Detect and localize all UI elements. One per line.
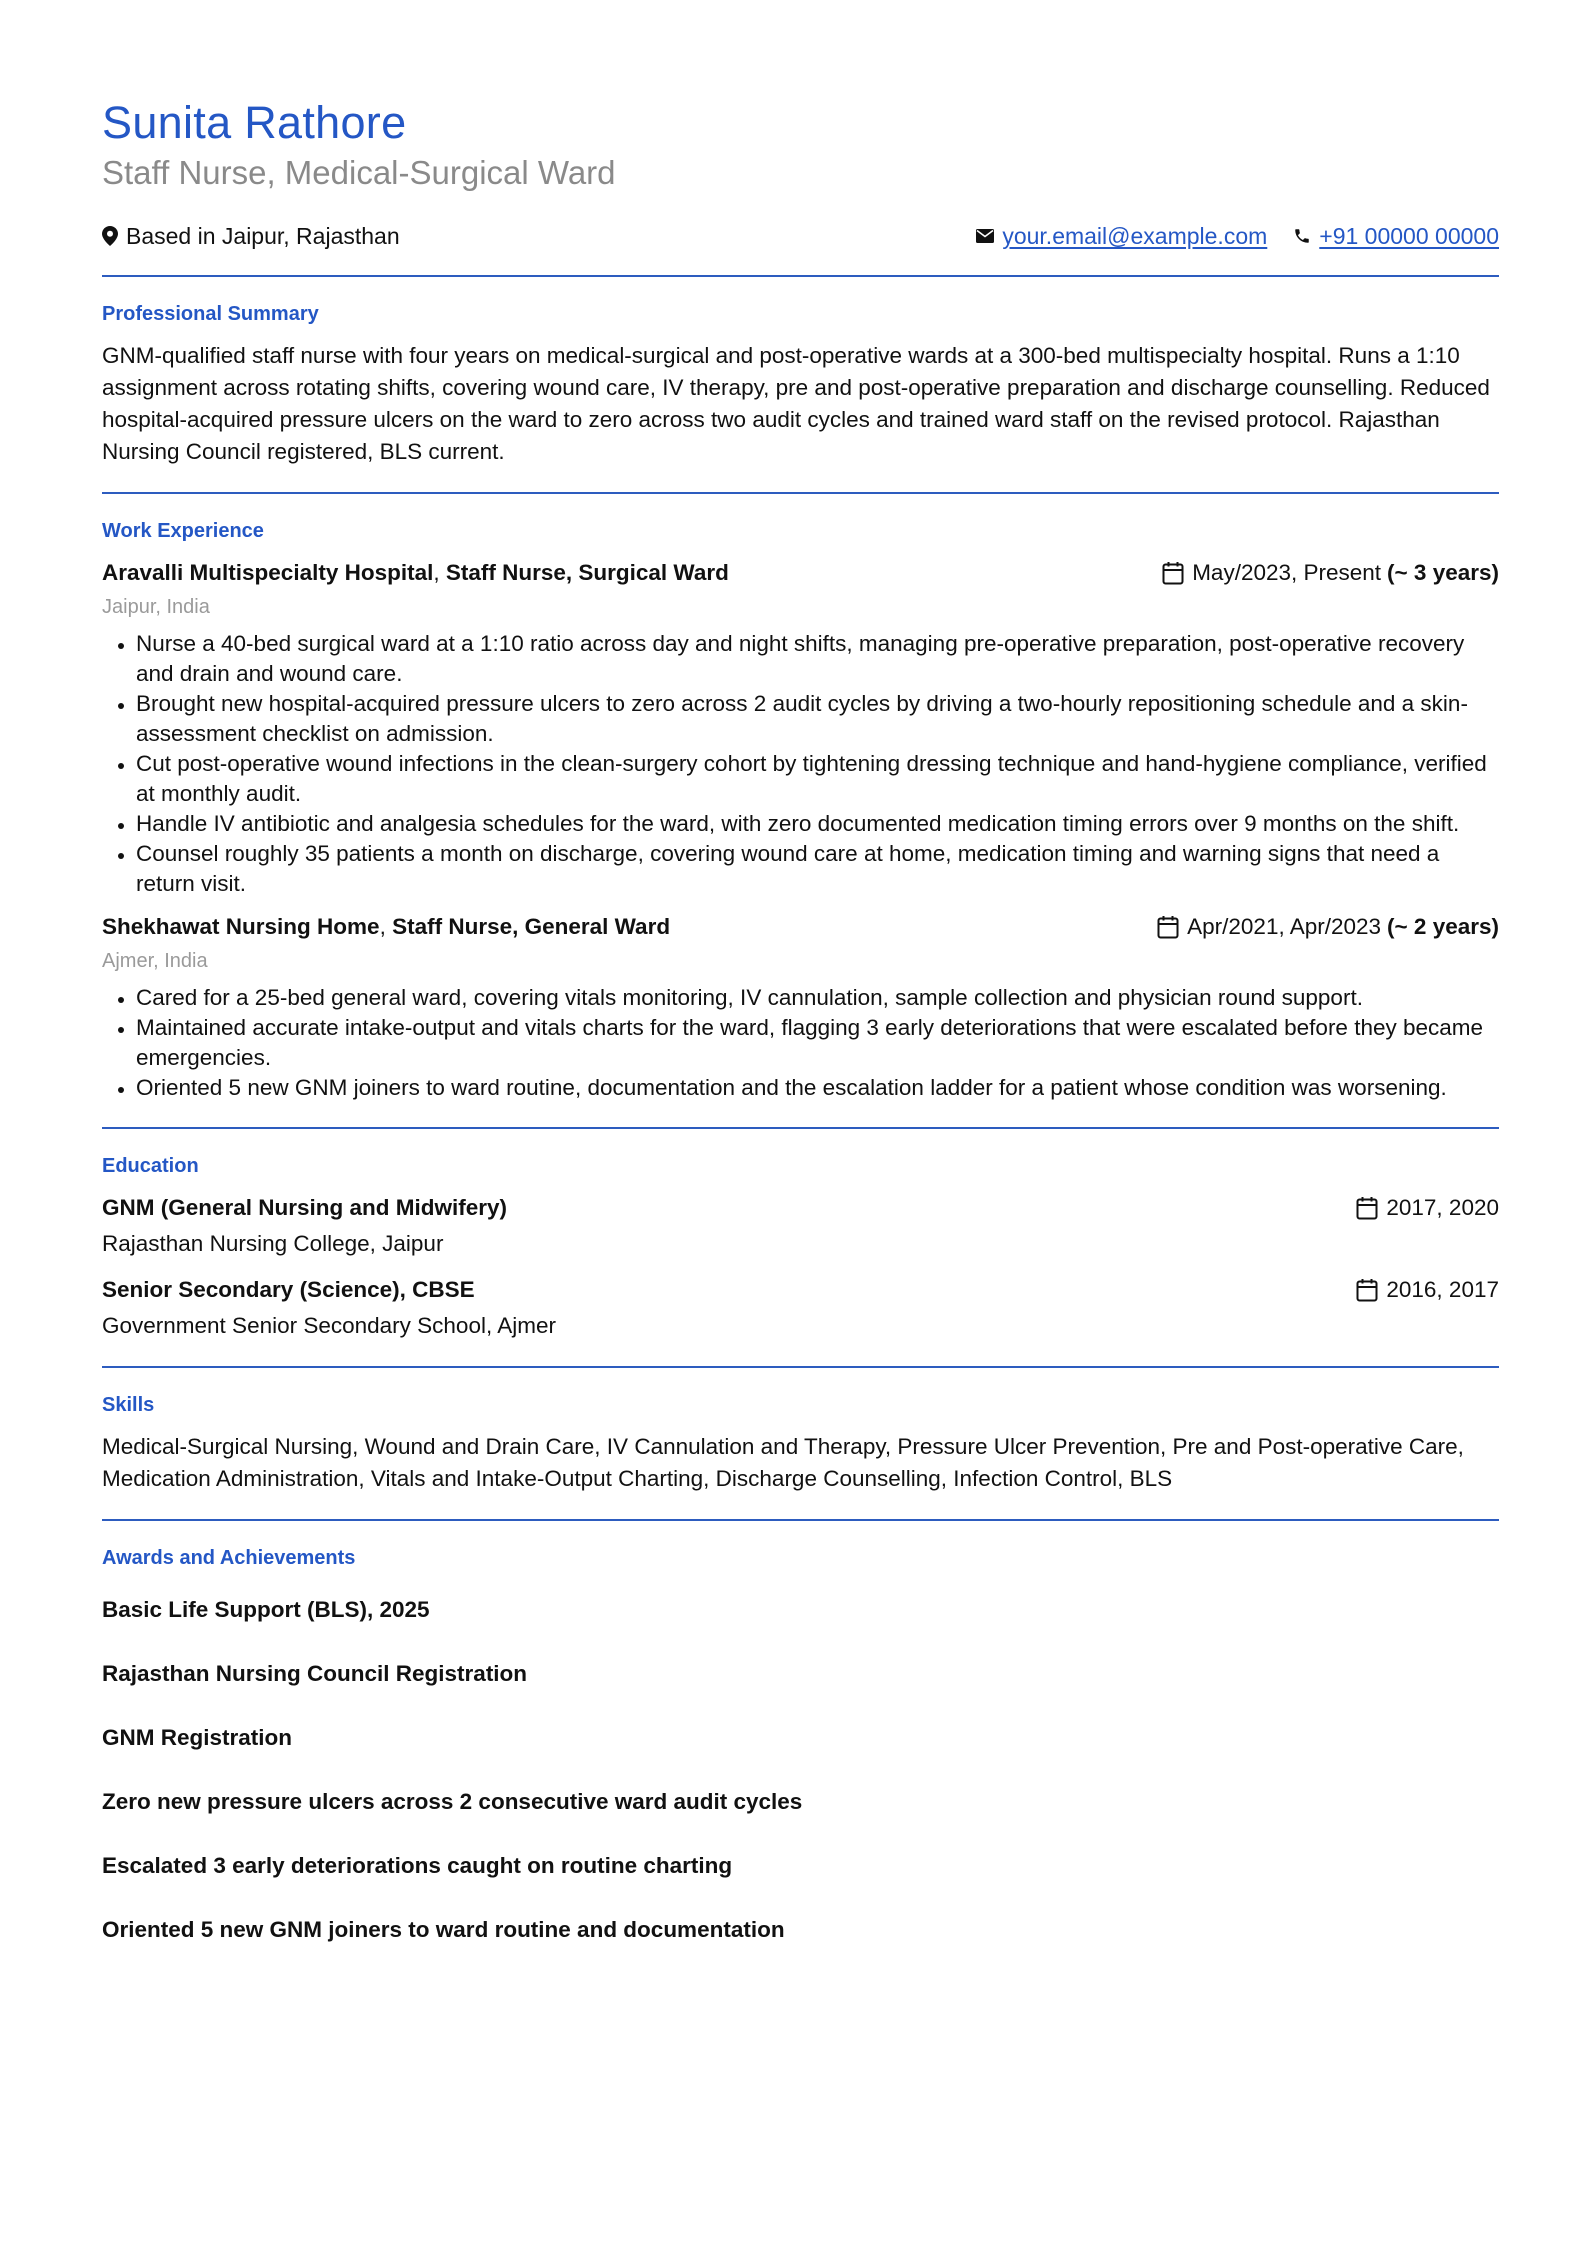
map-pin-icon xyxy=(102,226,118,246)
award-item: Rajasthan Nursing Council Registration xyxy=(102,1661,528,1687)
job-bullet: • Cut post-operative wound infections in the clean-surgery cohort by tightening dressing technique and hand-hygiene compliance, verified at monthly audit. xyxy=(136,749,1499,809)
summary-text: GNM-qualified staff nurse with four years on medical-surgical and post-operative wards at a 300-bed multispecialty hospital. Runs a 1:10 assignment across rotating shifts, covering wound care, IV therapy, pre and post-operative preparation and discharge counselling. Reduced hospital-acquired pressure ulcers on the ward to zero across two audit cycles and trained ward staff on the revised protocol. Rajasthan Nursing Council registered, BLS current. xyxy=(102,343,1490,465)
job-entry xyxy=(102,911,1499,1103)
education-degree: Senior Secondary (Science), CBSE xyxy=(102,1277,475,1303)
education-entry xyxy=(102,1192,1499,1260)
education-heading: Education xyxy=(102,1155,199,1178)
job-bullet: • Oriented 5 new GNM joiners to ward routine, documentation and the escalation ladder for a patient whose condition was worsening. xyxy=(136,1073,1499,1103)
contact-location xyxy=(102,223,400,250)
job-header xyxy=(102,911,1499,943)
location-item xyxy=(102,223,400,250)
award-item: Oriented 5 new GNM joiners to ward routine and documentation xyxy=(102,1917,785,1943)
education-degree: GNM (General Nursing and Midwifery) xyxy=(102,1195,508,1221)
phone-item xyxy=(1293,223,1499,250)
job-bullet: • Cared for a 25-bed general ward, covering vitals monitoring, IV cannulation, sample collection and physician round support. xyxy=(136,983,1499,1013)
summary-heading: Professional Summary xyxy=(102,303,319,326)
email-item xyxy=(976,223,1267,250)
award-item: GNM Registration xyxy=(102,1725,293,1751)
education-header xyxy=(102,1274,1499,1306)
education-header xyxy=(102,1192,1499,1224)
calendar-icon xyxy=(1157,915,1179,939)
education-date-range: 2016, 2017 xyxy=(1386,1277,1499,1303)
experience-heading: Work Experience xyxy=(102,520,264,543)
award-item: Zero new pressure ulcers across 2 consecutive ward audit cycles xyxy=(102,1789,803,1815)
calendar-icon xyxy=(1356,1278,1378,1302)
education-date-range: 2017, 2020 xyxy=(1386,1195,1499,1221)
contact-row xyxy=(102,219,1499,253)
job-role: Staff Nurse, Surgical Ward xyxy=(445,560,729,586)
job-bullet: • Counsel roughly 35 patients a month on discharge, covering wound care at home, medication timing and warning signs that need a return visit. xyxy=(136,839,1499,899)
education-section xyxy=(102,1129,1499,1366)
job-separator: , xyxy=(379,914,393,940)
job-duration: (~ 2 years) xyxy=(1387,914,1499,940)
job-bullet: • Maintained accurate intake-output and vitals charts for the ward, flagging 3 early deteriorations that were escalated before they became emergencies. xyxy=(136,1013,1499,1073)
award-item: Basic Life Support (BLS), 2025 xyxy=(102,1597,430,1623)
job-separator: , xyxy=(433,560,446,586)
contact-links xyxy=(976,223,1499,250)
calendar-icon xyxy=(1356,1196,1378,1220)
calendar-icon xyxy=(1162,561,1184,585)
job-bullet: • Nurse a 40-bed surgical ward at a 1:10 ratio across day and night shifts, managing pre-operative preparation, post-operative recovery and drain and wound care. xyxy=(136,629,1499,689)
job-duration: (~ 3 years) xyxy=(1387,560,1499,586)
education-school: Government Senior Secondary School, Ajmer xyxy=(102,1313,556,1339)
phone-icon xyxy=(1293,227,1311,245)
envelope-icon xyxy=(976,229,994,243)
education-dates xyxy=(1356,1192,1499,1224)
job-header xyxy=(102,557,1499,589)
email-link[interactable]: your.email@example.com xyxy=(1002,222,1268,249)
education-entry xyxy=(102,1274,1499,1342)
job-employer: Shekhawat Nursing Home xyxy=(102,914,380,940)
resume-header xyxy=(102,98,1499,253)
education-school: Rajasthan Nursing College, Jaipur xyxy=(102,1231,444,1257)
job-bullets xyxy=(102,983,1499,1103)
phone-link[interactable]: +91 00000 00000 xyxy=(1319,222,1499,249)
job-bullet: • Brought new hospital-acquired pressure ulcers to zero across 2 audit cycles by driving a two-hourly repositioning schedule and a skin-assessment checklist on admission. xyxy=(136,689,1499,749)
job-title-line xyxy=(102,911,670,943)
awards-section xyxy=(102,1521,1499,2002)
job-employer: Aravalli Multispecialty Hospital xyxy=(102,560,434,586)
job-dates xyxy=(1162,557,1499,589)
job-date-range: May/2023, Present xyxy=(1192,560,1382,586)
job-entry xyxy=(102,557,1499,899)
award-item: Escalated 3 early deteriorations caught on routine charting xyxy=(102,1853,733,1879)
job-bullet: • Handle IV antibiotic and analgesia schedules for the ward, with zero documented medication timing errors over 9 months on the shift. xyxy=(136,809,1499,839)
education-dates xyxy=(1356,1274,1499,1306)
job-title-line xyxy=(102,557,729,589)
job-date-range: Apr/2021, Apr/2023 xyxy=(1187,914,1382,940)
job-role: Staff Nurse, General Ward xyxy=(392,914,671,940)
experience-section xyxy=(102,494,1499,1127)
job-bullets xyxy=(102,629,1499,899)
job-location: Jaipur, India xyxy=(102,596,210,619)
job-location: Ajmer, India xyxy=(102,950,208,973)
location-text: Based in Jaipur, Rajasthan xyxy=(126,222,400,249)
candidate-title: Staff Nurse, Medical-Surgical Ward xyxy=(102,153,616,191)
summary-section xyxy=(102,277,1499,492)
skills-heading: Skills xyxy=(102,1394,155,1417)
awards-list xyxy=(102,1584,1499,1946)
candidate-name: Sunita Rathore xyxy=(102,97,407,148)
skills-section xyxy=(102,1368,1499,1519)
awards-heading: Awards and Achievements xyxy=(102,1547,356,1570)
skills-text: Medical-Surgical Nursing, Wound and Drain Care, IV Cannulation and Therapy, Pressure Ulcer Prevention, Pre and Post-operative Care, Medication Administration, Vitals and Intake-Output Charting, Discharge Counselling, Infection Control, BLS xyxy=(102,1434,1464,1492)
job-dates xyxy=(1157,911,1499,943)
